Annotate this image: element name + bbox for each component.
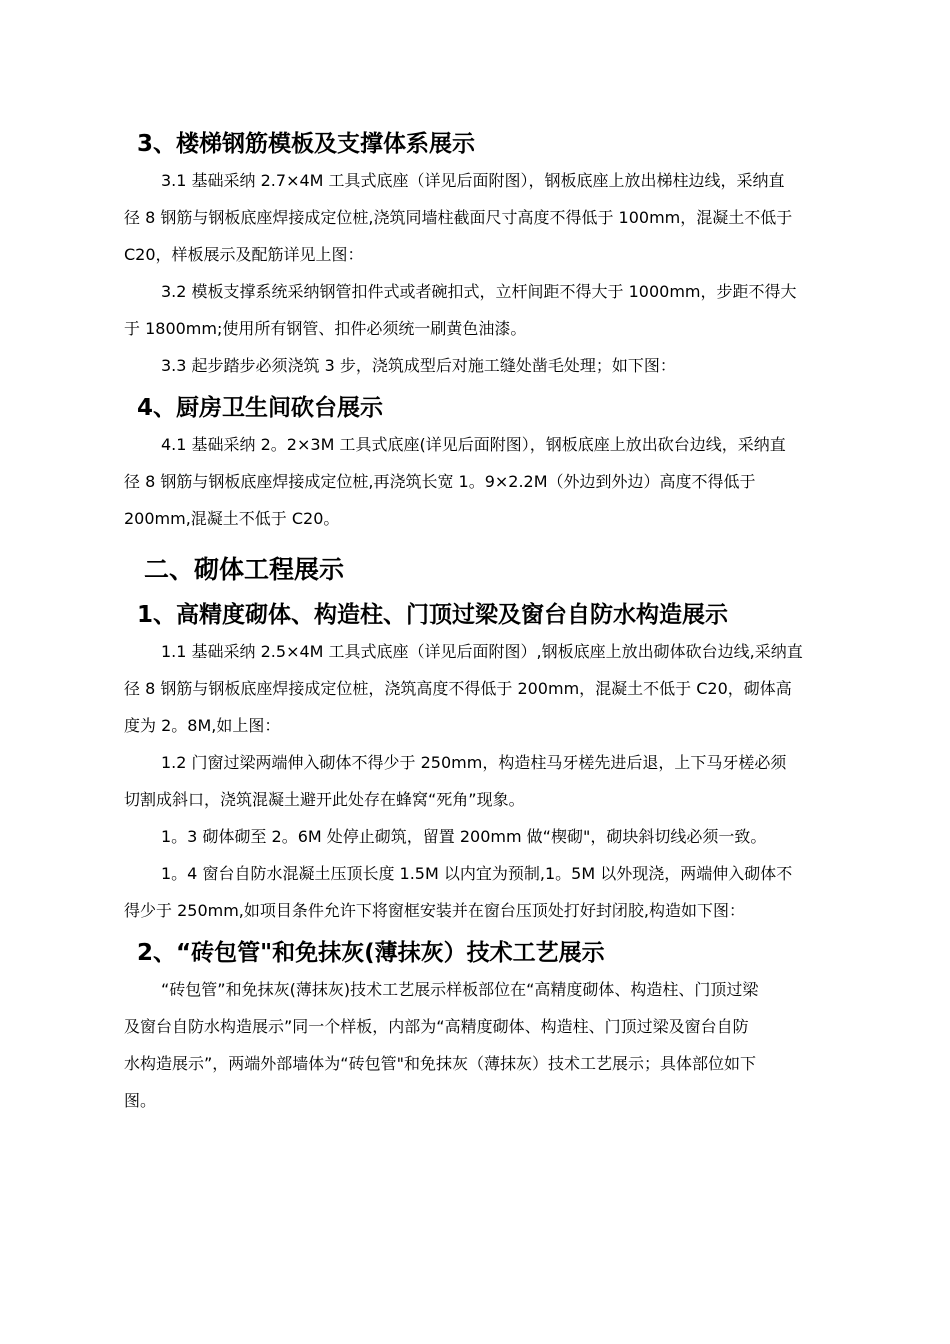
paragraph-line: 径 8 钢筋与钢板底座焊接成定位桩,再浇筑长宽 1。9×2.2M（外边到外边）高度不得低于 xyxy=(124,472,756,491)
paragraph-3-3 xyxy=(87,347,865,384)
document-content xyxy=(87,128,865,1119)
paragraph-line: 水构造展示”，两端外部墙体为“砖包管"和免抹灰（薄抹灰）技术工艺展示；具体部位如下 xyxy=(124,1054,756,1073)
section-heading-high-precision-masonry: 1、高精度砌体、构造柱、门顶过梁及窗台自防水构造展示 xyxy=(137,602,729,628)
paragraph-4-1 xyxy=(87,426,865,537)
paragraph-line: 1。4 窗台自防水混凝土压顶长度 1.5M 以内宜为预制,1。5M 以外现浇，两端伸入砌体不 xyxy=(161,864,793,883)
chapter-heading-masonry: 二、砌体工程展示 xyxy=(144,555,345,584)
paragraph-1-2 xyxy=(87,744,865,818)
paragraph-line: 1。3 砌体砌至 2。6M 处停止砌筑，留置 200mm 做“楔砌"，砌块斜切线必须一致。 xyxy=(161,827,767,846)
paragraph-line: 切割成斜口，浇筑混凝土避开此处存在蜂窝“死角”现象。 xyxy=(124,790,525,809)
paragraph-2-body xyxy=(87,971,865,1119)
section-heading-stairs: 3、楼梯钢筋模板及支撑体系展示 xyxy=(137,131,476,157)
paragraph-line: 及窗台自防水构造展示”同一个样板，内部为“高精度砌体、构造柱、门顶过梁及窗台自防 xyxy=(124,1017,749,1036)
paragraph-line: 度为 2。8M,如上图： xyxy=(124,716,281,735)
paragraph-line: 图。 xyxy=(124,1091,157,1110)
paragraph-line: 径 8 钢筋与钢板底座焊接成定位桩,浇筑同墙柱截面尺寸高度不得低于 100mm，混凝土不低于 xyxy=(124,208,793,227)
paragraph-line: 径 8 钢筋与钢板底座焊接成定位桩，浇筑高度不得低于 200mm，混凝土不低于 C20，砌体高 xyxy=(124,679,792,698)
paragraph-line: 1.2 门窗过梁两端伸入砌体不得少于 250mm，构造柱马牙槎先进后退，上下马牙槎必须 xyxy=(161,753,787,772)
paragraph-3-1 xyxy=(87,162,865,273)
paragraph-line: C20，样板展示及配筋详见上图： xyxy=(124,245,364,264)
paragraph-line: 4.1 基础采纳 2。2×3M 工具式底座(详见后面附图），钢板底座上放出砍台边线，采纳直 xyxy=(161,435,786,454)
paragraph-line: 3.1 基础采纳 2.7×4M 工具式底座（详见后面附图），钢板底座上放出梯柱边线，采纳直 xyxy=(161,171,785,190)
section-heading-brick-pipe: 2、“砖包管"和免抹灰(薄抹灰）技术工艺展示 xyxy=(137,940,605,966)
paragraph-3-2 xyxy=(87,273,865,347)
paragraph-line: 3.2 模板支撑系统采纳钢管扣件式或者碗扣式，立杆间距不得大于 1000mm，步距不得大 xyxy=(161,282,797,301)
paragraph-line: 200mm,混凝土不低于 C20。 xyxy=(124,509,340,528)
paragraph-line: 1.1 基础采纳 2.5×4M 工具式底座（详见后面附图）,钢板底座上放出砌体砍台边线,采纳直 xyxy=(161,642,803,661)
section-heading-kitchen: 4、厨房卫生间砍台展示 xyxy=(137,395,384,421)
paragraph-1-1 xyxy=(87,633,865,744)
paragraph-line: 3.3 起步踏步必须浇筑 3 步，浇筑成型后对施工缝处凿毛处理；如下图： xyxy=(161,356,676,375)
paragraph-line: “砖包管”和免抹灰(薄抹灰)技术工艺展示样板部位在“高精度砌体、构造柱、门顶过梁 xyxy=(161,980,759,999)
paragraph-1-4 xyxy=(87,855,865,929)
paragraph-line: 于 1800mm;使用所有钢管、扣件必须统一刷黄色油漆。 xyxy=(124,319,527,338)
paragraph-1-3 xyxy=(87,818,865,855)
paragraph-line: 得少于 250mm,如项目条件允许下将窗框安装并在窗台压顶处打好封闭胶,构造如下图： xyxy=(124,901,745,920)
